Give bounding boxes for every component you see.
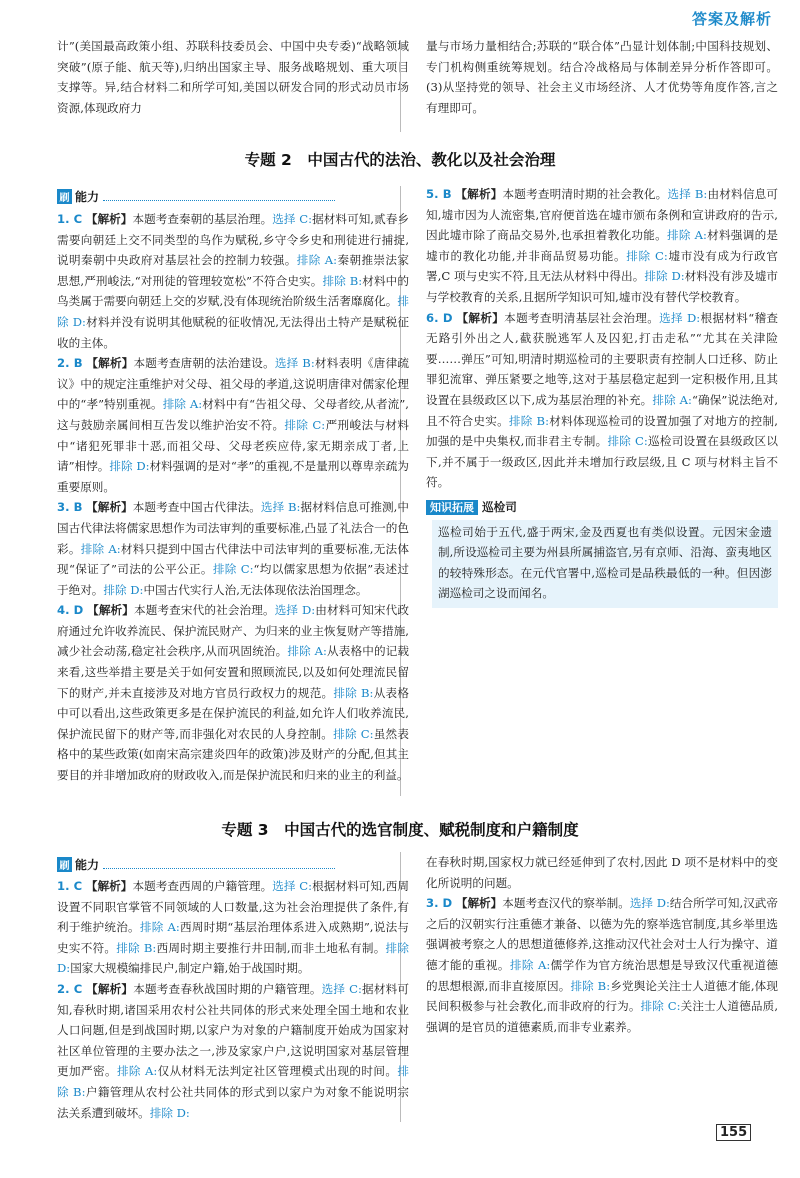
- answer-item-continued: [426, 852, 778, 893]
- page-number: 155: [716, 1124, 751, 1141]
- analysis-text: 户籍管理从农村公社共同体的形式到以家户为对象不能说明宗法关系遭到破坏。: [57, 1084, 409, 1120]
- answer-number: 1. C: [57, 879, 83, 893]
- option-label: 选择 C:: [321, 981, 362, 996]
- option-label: 选择 C:: [272, 879, 313, 893]
- option-label: 排除 C:: [284, 417, 326, 432]
- analysis-text: 西周时期“基层治理体系进入成熟期”,说法与史实不符。: [57, 920, 409, 955]
- header-label: 答案及解析: [691, 10, 772, 28]
- option-label: 排除 A:: [139, 920, 180, 935]
- analysis-text: 关注士人道德品质,强调的是官员的道德素质,而非专业素养。: [426, 999, 779, 1034]
- answer-number: 2. C: [57, 981, 83, 996]
- option-label: 排除 C:: [333, 726, 374, 741]
- answer-number: 4. D: [57, 603, 84, 618]
- analysis-text: 乡党舆论关注士人道德才能,体现民间积极参与社会教化,而非政府的行为。: [426, 978, 778, 1014]
- knowledge-tag: 知识拓展: [426, 500, 478, 515]
- analysis-text: 材料没有涉及墟市与学校教育的关系,且据所学知识可知,墟市没有替代学校教育。: [426, 269, 778, 304]
- analysis-text: 结合所学可知,汉武帝之后的汉朝实行注重德才兼备、以德为先的察举选官制度,其乡举里选强调被考察之人的思想道德修养,这推动汉代社会对士人行为操守、道德才能的重视。: [426, 896, 778, 972]
- option-label: 排除 B:: [322, 273, 363, 288]
- option-label: 排除 B:: [570, 978, 611, 993]
- option-label: 选择 B:: [260, 500, 301, 515]
- option-label: 排除 D:: [103, 582, 144, 597]
- analysis-label: 【解析】: [456, 310, 505, 325]
- option-label: 排除 A:: [296, 253, 338, 268]
- column-divider-top: [400, 40, 401, 132]
- analysis-text: 由材料可知宋代政府通过允许收养流民、保护流民财产、为归来的业主恢复财产等措施,减少社会动荡,稳定社会秩序,从而巩固统治。: [57, 603, 409, 659]
- option-label: 排除 B:: [57, 1064, 409, 1099]
- topic2-ability-label: [57, 188, 335, 204]
- analysis-text: 从表格中的记载来看,这些举措主要是关于如何安置和照顾流民,以及如何处理流民留下的财产,并未直接涉及对地方官员行政权力的规范。: [57, 644, 409, 700]
- topic3-right-column: [426, 852, 778, 1037]
- analysis-text: 材料只提到中国古代律法中司法审判的重要标准,无法体现“保证了”司法的公平公正。: [57, 541, 409, 577]
- analysis-label: 【解析】: [87, 603, 134, 618]
- analysis-text: 材料表明《唐律疏议》中的规定注重维护对父母、祖父母的孝道,这说明唐律对儒家伦理中的“孝”特别重视。: [57, 356, 409, 412]
- analysis-text: 材料强调的是对“孝”的重视,不是量刑以尊卑亲疏为重要原则。: [57, 459, 410, 494]
- option-label: 排除 C:: [640, 999, 681, 1014]
- option-label: 排除 A:: [666, 228, 707, 243]
- analysis-text: 从表格中可以看出,这些政策更多是在保护流民的利益,如允许人们收养流民,保护流民留下的财产等,而非强化对农民的人身控制。: [57, 685, 409, 741]
- analysis-text: 本题考查秦朝的基层治理。: [132, 212, 273, 226]
- option-label: 排除 B:: [116, 940, 157, 955]
- answer-item: [57, 353, 409, 497]
- option-label: 排除 D:: [644, 269, 685, 284]
- analysis-text: 仅从材料无法判定社区管理模式出现的时间。: [157, 1064, 398, 1079]
- ability-text: 能力: [75, 857, 100, 872]
- analysis-text: 国家大规模编排民户,制定户籍,始于战国时期。: [70, 961, 310, 976]
- topic2-right-column: [426, 184, 778, 608]
- analysis-text: “均以儒家思想为依据”表述过于绝对。: [57, 562, 409, 597]
- analysis-text: 在春秋时期,国家权力就已经延伸到了农村,因此 D 项不是材料中的变化所说明的问题。: [426, 855, 778, 890]
- option-label: 选择 B:: [667, 187, 708, 201]
- analysis-text: 中国古代实行人治,无法体现依法治国理念。: [143, 582, 368, 597]
- option-label: 排除 C:: [626, 248, 668, 263]
- analysis-text: 本题考查明清基层社会治理。: [504, 310, 660, 325]
- analysis-text: 根据材料可知,西周设置不同职官掌管不同领域的人口数量,这为社会治理提供了条件,有利于维护统治。: [57, 879, 409, 935]
- top-left-column: [57, 36, 409, 118]
- option-label: 排除 A:: [116, 1064, 158, 1079]
- dotted-rule: [103, 192, 335, 201]
- dotted-rule: [103, 860, 335, 869]
- analysis-text: 本题考查唐朝的法治建设。: [133, 356, 275, 371]
- topic2-left-column: [57, 209, 409, 786]
- answer-item: [57, 876, 409, 979]
- analysis-label: 【解析】: [455, 187, 503, 201]
- analysis-label: 【解析】: [86, 981, 134, 996]
- option-label: 选择 B:: [274, 356, 315, 371]
- topic2-title: 专题 2 中国古代的法治、教化以及社会治理: [244, 151, 556, 169]
- analysis-text: 本题考查明清时期的社会教化。: [502, 187, 668, 201]
- knowledge-title: 巡检司: [482, 499, 517, 514]
- top-right-column: [426, 36, 778, 118]
- answer-number: 5. B: [426, 187, 452, 201]
- answer-number: 3. D: [426, 896, 453, 911]
- analysis-text: 严刑峻法与材料中“诸犯死罪非十恶,而祖父母、父母老疾应侍,家无期亲成丁者,上请”相悖。: [57, 417, 409, 474]
- option-label: 排除 A:: [509, 957, 551, 972]
- answer-item: [57, 600, 409, 785]
- analysis-text: 本题考查中国古代律法。: [132, 500, 261, 515]
- analysis-text: 本题考查宋代的社会治理。: [134, 603, 275, 618]
- option-label: 选择 C:: [272, 212, 313, 226]
- option-label: 排除 C:: [212, 562, 254, 577]
- answer-number: 1. C: [57, 212, 83, 226]
- option-label: 排除 C:: [607, 434, 648, 449]
- answer-item: [426, 184, 778, 308]
- ability-text: 能力: [75, 189, 100, 204]
- option-label: 排除 A:: [287, 644, 327, 659]
- knowledge-header: [426, 497, 778, 518]
- answer-item: [426, 308, 778, 493]
- option-label: 选择 D:: [274, 603, 316, 618]
- analysis-text: 材料中有“告祖父母、父母者绞,从者流”,这与鼓励亲属间相互告发以维护治安不符。: [57, 397, 409, 432]
- brush-icon: 刷: [57, 189, 72, 204]
- analysis-text: 本题考查西周的户籍管理。: [132, 879, 273, 893]
- knowledge-box: 巡检司始于五代,盛于两宋,金及西夏也有类似设置。元因宋金遗制,所设巡检司主要为州县所属捕盗官,另有京师、沿海、蛮夷地区的较特殊形态。在元代官署中,巡检司是品秩最低的一种。但因澎湖巡检司之设而闻名。: [432, 520, 778, 608]
- option-label: 排除 B:: [508, 413, 549, 428]
- analysis-text: 本题考查春秋战国时期的户籍管理。: [133, 981, 322, 996]
- answer-item: [426, 893, 778, 1037]
- analysis-text: 墟市没有成为行政官署,C 项与史实不符,且无法从材料中得出。: [426, 248, 779, 284]
- option-label: 选择 D:: [659, 310, 701, 325]
- topic3-title: 专题 3 中国古代的选官制度、赋税制度和户籍制度: [221, 821, 579, 839]
- analysis-text: 材料并没有说明其他赋税的征收情况,无法得出土特产是赋税征收的主体。: [57, 314, 409, 350]
- analysis-text: 本题考查汉代的察举制。: [502, 896, 630, 911]
- answer-number: 2. B: [57, 356, 83, 371]
- brush-icon: 刷: [57, 857, 72, 872]
- analysis-label: 【解析】: [85, 879, 133, 893]
- analysis-text: 儒学作为官方统治思想是导致汉代重视道德的思想根源,而非直接原因。: [426, 957, 778, 993]
- option-label: 排除 D:: [57, 940, 409, 976]
- option-label: 排除 A:: [652, 392, 692, 407]
- answer-item: [57, 979, 409, 1123]
- analysis-text: 由材料信息可知,墟市因为人流密集,官府便首选在墟市颁布条例和宣讲政府的告示,因此墟市除了商品交易外,也承担着教化功能。: [426, 187, 778, 243]
- topic3-left-column: [57, 876, 409, 1123]
- answer-number: 3. B: [57, 500, 83, 515]
- answer-item: [57, 209, 409, 353]
- option-label: 排除 B:: [333, 685, 374, 700]
- analysis-text: 秦朝推崇法家思想,严刑峻法,“对刑徒的管理较宽松”不符合史实。: [57, 253, 409, 288]
- analysis-text: 据材料可知,贰春乡需要向朝廷上交不同类型的鸟作为赋税,乡守令乡史和刑徒进行捕捉,说明秦朝中央政府对基层社会的控制力较强。: [57, 212, 409, 268]
- analysis-label: 【解析】: [455, 896, 503, 911]
- top-right-text: 量与市场力量相结合;苏联的“联合体”凸显计划体制;中国科技规划、专门机构侧重统筹规划。结合冷战格局与体制差异分析作答即可。(3)从坚持党的领导、社会主义市场经济、人才优势等角度作答,言之有理即可。: [426, 39, 778, 115]
- analysis-text: 据材料可知,春秋时期,诸国采用农村公社共同体的形式来处理全国土地和农业人口问题,但是到战国时期,以家户为对象的户籍制度开始成为国家对社区单位管理的主要办法之一,涉及家家户户,这说明国家对基层管理更加严密。: [57, 981, 409, 1079]
- analysis-text: 材料强调的是墟市的教化功能,并非商品贸易功能。: [426, 228, 779, 263]
- analysis-text: 西周时期主要推行井田制,而非土地私有制。: [156, 940, 386, 955]
- analysis-label: 【解析】: [85, 212, 133, 226]
- analysis-text: 据材料信息可推测,中国古代律法将儒家思想作为司法审判的重要标准,凸显了礼法合一的色彩。: [57, 500, 409, 556]
- option-label: 排除 D:: [57, 294, 409, 329]
- answer-item: [57, 497, 409, 600]
- analysis-label: 【解析】: [86, 356, 134, 371]
- analysis-label: 【解析】: [86, 500, 133, 515]
- option-label: 排除 D:: [149, 1105, 190, 1120]
- analysis-text: 材料体现巡检司的设置加强了对地方的控制,加强的是中央集权,而非君主专制。: [426, 413, 778, 449]
- analysis-text: “确保”说法绝对,且不符合史实。: [426, 392, 779, 428]
- option-label: 排除 A:: [162, 397, 203, 412]
- analysis-text: 虽然表格中的某些政策(如南宋高宗建炎四年的政策)涉及财产的分配,但其主要目的并非增加政府的财政收入,而是保护流民和归来的业主的利益。: [57, 726, 409, 783]
- analysis-text: 材料中的鸟类属于需要向朝廷上交的岁赋,没有体现统治阶级生活奢靡腐化。: [57, 273, 409, 309]
- option-label: 选择 D:: [629, 896, 670, 911]
- option-label: 排除 A:: [80, 541, 121, 556]
- answer-number: 6. D: [426, 310, 453, 325]
- analysis-text: 根据材料“稽查无路引外出之人,截获脱逃军人及囚犯,打击走私”“尤其在关津险要……弹压”可知,明清时期巡检司的主要职责有控制人口迁移、防止罪犯流窜、弹压紧要之地等,这对于基层稳定起到一定积极作用,且其设置在县级政区以下,成为基层治理的补充。: [426, 310, 778, 407]
- option-label: 排除 D:: [109, 459, 150, 474]
- topic3-ability-label: [57, 856, 335, 872]
- analysis-text: 巡检司设置在县级政区以下,并不属于一级政区,因此并未增加行政层级,且 C 项与材料主旨不符。: [426, 434, 778, 490]
- top-left-text: 计”(美国最高政策小组、苏联科技委员会、中国中央专委)“战略领域突破”(原子能、航天等),归纳出国家主导、服务战略规划、重大项目支撑等。异,结合材料二和所学可知,美国以研发合同的形式动员市场资源,体现政府力: [57, 39, 409, 115]
